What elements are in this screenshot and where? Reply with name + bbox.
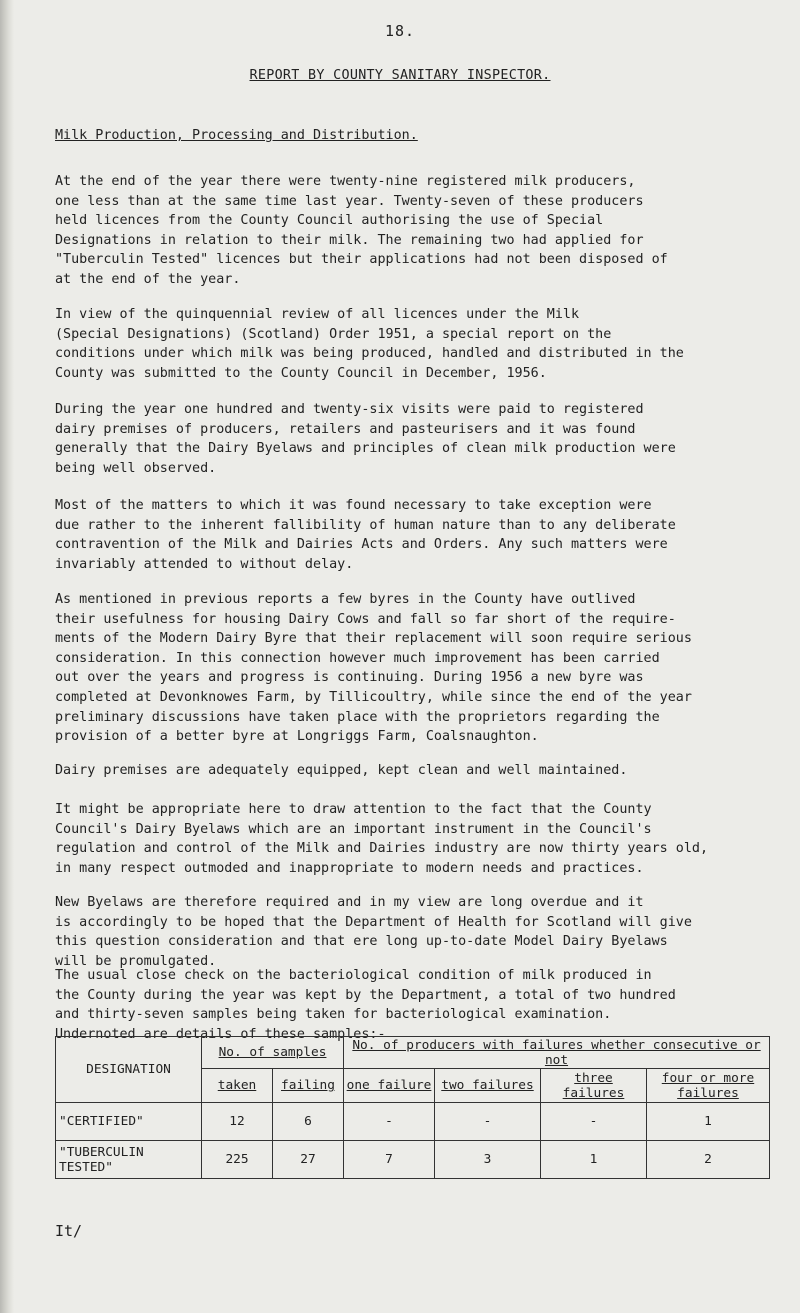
col-one-failure: one failure	[344, 1069, 435, 1103]
paragraph-new-byelaws: New Byelaws are therefore required and in my view are long overdue and it is accordingly to be hoped that the Department of Health for Scotland will give this question consideration and that ere long up-to-date Model Dairy Byelaws will be promulgated.	[55, 895, 692, 969]
samples-table	[55, 1036, 770, 1179]
designation-header: DESIGNATION	[56, 1037, 202, 1103]
report-heading: REPORT BY COUNTY SANITARY INSPECTOR.	[249, 68, 551, 83]
cell-taken: 12	[202, 1103, 273, 1141]
paragraph-samples: The usual close check on the bacteriological condition of milk produced in the County during the year was kept by the Department, a total of two hundred and thirty-seven samples being taken for bacteriological examination. Undernoted are details of these samples:-	[55, 968, 676, 1042]
paragraph-byres: As mentioned in previous reports a few byres in the County have outlived their usefulness for housing Dairy Cows and fall so far short of the require- ments of the Modern Dairy Byre that their replacement will soon require serious consideration. In this connection however much improvement has been carried out over the years and progress is continuing. During 1956 a new byre was completed at Devonknowes Farm, by Tillicoultry, while since the end of the year preliminary discussions have taken place with the proprietors regarding the provision of a better byre at Longriggs Farm, Coalsnaughton.	[55, 592, 692, 745]
cell-four-or-more: 1	[647, 1103, 770, 1141]
cell-taken: 225	[202, 1141, 273, 1179]
table-row-tuberculin-tested	[56, 1141, 770, 1179]
col-three-failures: three failures	[541, 1069, 647, 1103]
cell-one-failure: -	[344, 1103, 435, 1141]
col-failing: failing	[273, 1069, 344, 1103]
row-designation: "TUBERCULIN TESTED"	[56, 1141, 202, 1179]
paragraph-visits: During the year one hundred and twenty-six visits were paid to registered dairy premises of producers, retailers and pasteurisers and it was found generally that the Dairy Byelaws and principles of clean milk production were being well observed.	[55, 402, 676, 476]
samples-header: No. of samples	[202, 1037, 344, 1069]
paragraph-dairy-premises: Dairy premises are adequately equipped, kept clean and well maintained.	[55, 763, 628, 778]
section-heading: Milk Production, Processing and Distribution.	[55, 128, 418, 143]
col-four-or-more: four or more failures	[647, 1069, 770, 1103]
cell-failing: 27	[273, 1141, 344, 1179]
paragraph-quinquennial-review: In view of the quinquennial review of all licences under the Milk (Special Designations) (Scotland) Order 1951, a special report on the conditions under which milk was being produced, handled and distributed in the County was submitted to the County Council in December, 1956.	[55, 307, 684, 381]
col-two-failures: two failures	[435, 1069, 541, 1103]
page-number: 18.	[384, 22, 416, 40]
cell-three-failures: 1	[541, 1141, 647, 1179]
page-binding-edge	[0, 0, 14, 1313]
paragraph-exceptions: Most of the matters to which it was found necessary to take exception were due rather to the inherent fallibility of human nature than to any deliberate contravention of the Milk and Dairies Acts and Orders. Any such matters were invariably attended to without delay.	[55, 498, 676, 572]
paragraph-byelaws-age: It might be appropriate here to draw attention to the fact that the County Council's Dairy Byelaws which are an important instrument in the Council's regulation and control of the Milk and Dairies industry are now thirty years old, in many respect outmoded and inappropriate to modern needs and practices.	[55, 802, 709, 876]
row-designation: "CERTIFIED"	[56, 1103, 202, 1141]
continuation-catchword: It/	[55, 1222, 83, 1240]
failures-header: No. of producers with failures whether consecutive or not	[344, 1037, 770, 1069]
col-taken: taken	[202, 1069, 273, 1103]
table-row-certified	[56, 1103, 770, 1141]
cell-two-failures: -	[435, 1103, 541, 1141]
paragraph-registered-producers: At the end of the year there were twenty-nine registered milk producers, one less than at the same time last year. Twenty-seven of these producers held licences from the County Council authorising the use of Special Designations in relation to their milk. The remaining two had applied for "Tuberculin Tested" licences but their applications had not been disposed of at the end of the year.	[55, 174, 668, 287]
cell-four-or-more: 2	[647, 1141, 770, 1179]
cell-failing: 6	[273, 1103, 344, 1141]
cell-two-failures: 3	[435, 1141, 541, 1179]
cell-one-failure: 7	[344, 1141, 435, 1179]
cell-three-failures: -	[541, 1103, 647, 1141]
